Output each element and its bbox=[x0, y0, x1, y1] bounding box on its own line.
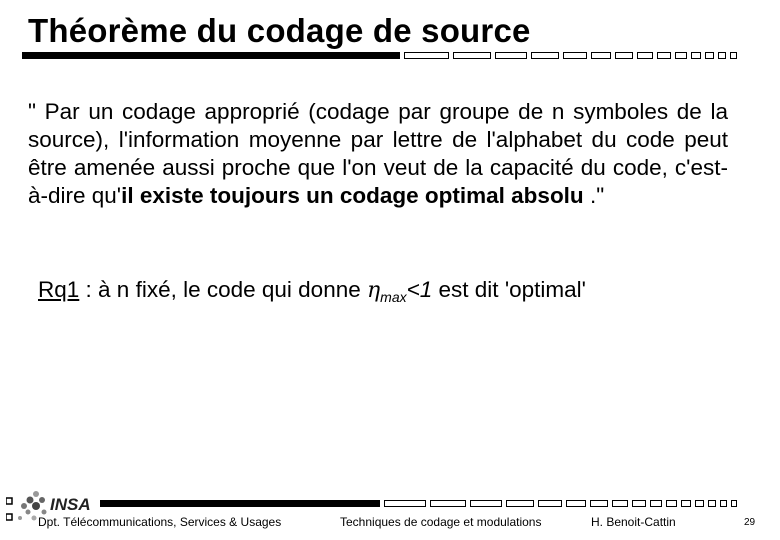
footer-author: H. Benoit-Cattin bbox=[591, 515, 676, 529]
eta-subscript: max bbox=[380, 289, 407, 305]
theorem-bold-text: il existe toujours un codage optimal absolu bbox=[121, 183, 584, 208]
less-than-one: <1 bbox=[406, 277, 433, 302]
theorem-closing-quote: ." bbox=[583, 183, 605, 208]
slide-title: Théorème du codage de source bbox=[28, 12, 531, 49]
footer-course: Techniques de codage et modulations bbox=[340, 515, 542, 529]
remark-text-before: : à n fixé, le code qui donne bbox=[79, 277, 367, 302]
footer-bar bbox=[100, 500, 742, 509]
remark-text-after: est dit 'optimal' bbox=[432, 277, 586, 302]
remark-label: Rq1 bbox=[38, 277, 80, 302]
eta-symbol: η bbox=[366, 278, 381, 303]
title-underline-bar bbox=[22, 52, 742, 61]
theorem-text: " Par un codage approprié (codage par groupe de n symboles de la source), l'information moyenne par lettre de l'alphabet du code peut être amenée aussi proche que l'on veut de la capacité du code, c'est-à-dire qu' bbox=[28, 99, 728, 208]
insa-logo-text: INSA bbox=[50, 495, 91, 514]
remark-line bbox=[38, 276, 586, 311]
footer-department: Dpt. Télécommunications, Services & Usages bbox=[38, 515, 282, 529]
theorem-paragraph bbox=[28, 98, 728, 210]
footer-page-number: 29 bbox=[744, 517, 756, 528]
